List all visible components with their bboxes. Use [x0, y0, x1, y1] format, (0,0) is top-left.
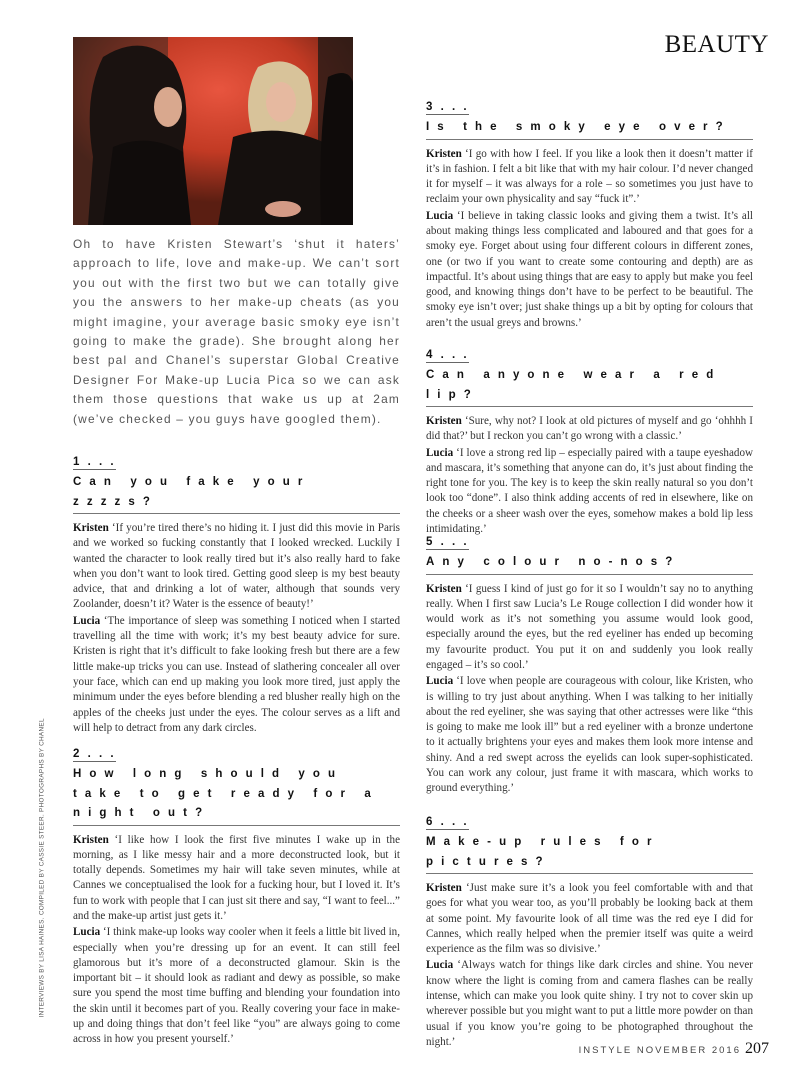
- answer-text: ‘I like how I look the first five minutes I wake up in the morning, as I like messy hair and a more deconstructed look, but it totally depends. Sometimes my hair will take seven minutes, while at Cannes we conceptualised the look for a fucking hour, but I loved it. It’s fun to work with people that I can just sit there and say, “I want to feel...” and the make-up artist just gets it.’: [73, 833, 400, 922]
- speaker-name: Kristen: [426, 582, 462, 595]
- answer-text: ‘The importance of sleep was something I noticed when I started travelling all the time with work; it’s my best beauty advice for sure. Kristen is right that it’s difficult to fake looking fresh but there are a few little make-up tricks you can use. Instead of slathering concealer all over your face, which can end up making you look more tired, just apply the minimum under the eyes before blending a red blusher really high on the apples of the cheeks just under the eyes. The colour serves as a lift and will help to detract from any dark circles.: [73, 614, 400, 734]
- question-number: 1 . . .: [73, 456, 117, 468]
- question-number: 6 . . .: [426, 816, 470, 828]
- answer-lucia: [73, 614, 400, 736]
- question-number: 4 . . .: [426, 349, 470, 361]
- article-photo: [73, 37, 353, 225]
- answer-lucia: [426, 209, 753, 331]
- answer-lucia: [426, 958, 753, 1050]
- qa-block-4: [426, 343, 753, 538]
- answer-text: ‘I love a strong red lip – especially paired with a taupe eyeshadow and mascara, it’s something that anyone can do, it’s just about finding the right tone for you. The key is to keep the skin really natural so you don’t look too “done”. I also think adding accents of red in elsewhere, like on the cheeks or a sheer wash over the eyes, somehow makes a bold lip less intimidating.’: [426, 446, 753, 536]
- question-heading: How long should you take to get ready for a night out?: [73, 765, 400, 826]
- speaker-name: Lucia: [73, 614, 101, 627]
- photo-credit: [36, 718, 48, 1020]
- question-heading: Any colour no-nos?: [426, 553, 753, 575]
- answer-text: ‘If you’re tired there’s no hiding it. I just did this movie in Paris and we worked so fucking constantly that I looked wrecked. Luckily I wanted the character to look really tired but it’s also really hard to fake when you don’t want to look tired. Getting good sleep is my best beauty advice, that and drinking a lot of water, although that sounds very Zoolander, doesn’t it? Water is the essence of beauty!’: [73, 522, 400, 611]
- speaker-name: Kristen: [426, 415, 462, 427]
- speaker-name: Lucia: [426, 209, 454, 222]
- answer-kristen: [426, 414, 753, 445]
- answer-kristen: [73, 521, 400, 613]
- question-number: 5 . . .: [426, 536, 470, 548]
- qa-block-6: [426, 810, 753, 1051]
- answer-kristen: [426, 582, 753, 674]
- qa-block-3: [426, 95, 753, 332]
- question-heading: Is the smoky eye over?: [426, 118, 753, 140]
- answer-text: ‘Always watch for things like dark circles and shine. You never know where the light is coming from and camera flashes can be really intense, which can make you look quite shiny. I try not to cover skin up wherever possible but you might want to put a little more powder on than usual if you know you’re going to be photographed throughout the night.’: [426, 959, 753, 1048]
- question-number: 2 . . .: [73, 748, 117, 760]
- speaker-name: Lucia: [73, 926, 101, 939]
- question-heading: Make-up rules for pictures?: [426, 833, 753, 874]
- question-number: 3 . . .: [426, 101, 470, 113]
- answer-text: ‘I think make-up looks way cooler when it feels a little bit lived in, especially when you’re dressing up for an event. It can still feel glamorous but it’s more of a deconstructed glamour. Skin is the important bit – it should look as radiant and dewy as possible, so make sure you spend the most time buffing and blending your foundation into the skin until it becomes part of you. Really covering your face in make-up and doing things that don’t feel like “you” are always going to come across in how you present yourself.’: [73, 926, 400, 1046]
- answer-lucia: [73, 925, 400, 1047]
- speaker-name: Lucia: [426, 446, 454, 459]
- speaker-name: Lucia: [426, 959, 454, 972]
- qa-block-5: [426, 530, 753, 798]
- answer-text: ‘Just make sure it’s a look you feel comfortable with and that goes for what you wear too, as you’ll probably be looking back at them at some point. My favourite look of all time was the red eye I did for Cannes, which really helped when the premier itself was quite a weird experience as the film was so divisive.’: [426, 882, 753, 956]
- speaker-name: Kristen: [426, 147, 462, 160]
- answer-kristen: [426, 881, 753, 957]
- answer-text: ‘I love when people are courageous with colour, like Kristen, who is willing to try just about anything. When I was talking to her initially about the red eyeliner, she was saying that other actresses were like “this is going to make me look ill” but a red eyeliner with a bronze undertone to it actually brightens your eyes and makes them look more intense and shiny. And a red swept across the eyelids can look super-sophisticated. You can work any colour, just frame it with mascara, which works to ground everything.’: [426, 675, 753, 795]
- speaker-name: Lucia: [426, 675, 454, 688]
- speaker-name: Kristen: [426, 882, 462, 894]
- question-heading: Can anyone wear a red lip?: [426, 366, 753, 407]
- qa-block-2: [73, 742, 400, 1049]
- section-title: BEAUTY: [664, 31, 769, 58]
- answer-text: ‘I guess I kind of just go for it so I wouldn’t say no to anything really. When I first saw Lucia’s Le Rouge collection I did wonder how it would work as it’s not something you assume would look good, especially around the eyes, but the red eyeliner has ended up becoming my favourite product. You put it on and suddenly you look really engaged – it’s so cool.’: [426, 582, 753, 671]
- magazine-issue: INSTYLE NOVEMBER 2016: [578, 1045, 741, 1056]
- answer-lucia: [426, 446, 753, 538]
- answer-text: ‘I go with how I feel. If you like a look then it doesn’t matter if it’s in fashion. I felt a bit like that with my hair colour. I’d never changed it for myself – it was always for a role – so sometimes you just have to reclaim your own physicality and say “fuck it”.’: [426, 147, 753, 206]
- credit-text: INTERVIEWS BY LISA HAINES. COMPILED BY CASSIE STEER. PHOTOGRAPHS BY CHANEL: [38, 718, 46, 1018]
- qa-block-1: [73, 450, 400, 737]
- speaker-name: Kristen: [73, 522, 109, 534]
- intro-paragraph: Oh to have Kristen Stewart’s ‘shut it haters’ approach to life, love and make-up. We can’t sort you out with the first two but we can totally give you the answers to her make-up cheats (as you might imagine, your average basic smoky eye isn’t going to make the grade). She brought along her best pal and Chanel’s superstar Global Creative Designer For Make-up Lucia Pica so we can ask them those questions that wake us up at 2am (we’ve checked – you guys have googled them).: [73, 237, 400, 426]
- page-footer: [579, 1040, 769, 1058]
- question-heading: Can you fake your zzzzs?: [73, 473, 400, 514]
- speaker-name: Kristen: [73, 833, 109, 846]
- answer-lucia: [426, 674, 753, 796]
- answer-text: ‘Sure, why not? I look at old pictures of myself and go ‘ohhhh I did that?’ but I reckon you can’t go wrong with a classic.’: [426, 415, 753, 443]
- answer-kristen: [73, 833, 400, 925]
- answer-text: ‘I believe in taking classic looks and giving them a twist. It’s all about making things less complicated and laboured and that goes for a smoky eye. Forget about using four different colours in different zones, one (or two if you want to create some contouring and depth) are as impactful. It’s about using things that are easy to apply but make you feel good, and knowing things don’t have to be perfect to be beautiful. The smoky eye isn’t over; just shake things up a bit by opting for colours that aren’t the usual greys and browns.’: [426, 209, 753, 329]
- answer-kristen: [426, 147, 753, 208]
- page-number: 207: [745, 1040, 769, 1057]
